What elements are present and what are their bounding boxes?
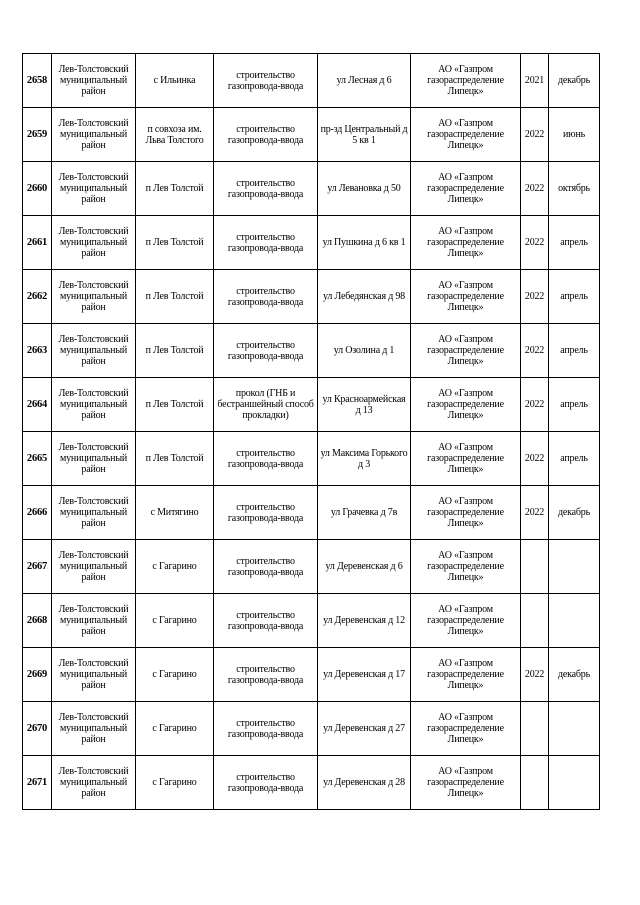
- month-cell: апрель: [549, 270, 600, 324]
- work-type-cell: строительство газопровода-ввода: [214, 432, 318, 486]
- work-type-cell: строительство газопровода-ввода: [214, 270, 318, 324]
- year-cell: 2022: [521, 216, 549, 270]
- district-cell: Лев-Толстовский муниципальный район: [52, 324, 136, 378]
- locality-cell: с Гагарино: [136, 594, 214, 648]
- locality-cell: п Лев Толстой: [136, 162, 214, 216]
- row-number: 2670: [23, 702, 52, 756]
- table-row: [23, 324, 600, 378]
- address-cell: ул Пушкина д 6 кв 1: [318, 216, 411, 270]
- locality-cell: с Гагарино: [136, 648, 214, 702]
- row-number: 2668: [23, 594, 52, 648]
- table-row: [23, 702, 600, 756]
- district-cell: Лев-Толстовский муниципальный район: [52, 756, 136, 810]
- organization-cell: АО «Газпром газораспределение Липецк»: [411, 756, 521, 810]
- year-cell: 2022: [521, 486, 549, 540]
- organization-cell: АО «Газпром газораспределение Липецк»: [411, 648, 521, 702]
- row-number: 2659: [23, 108, 52, 162]
- row-number: 2666: [23, 486, 52, 540]
- table-row: [23, 756, 600, 810]
- address-cell: ул Деревенская д 17: [318, 648, 411, 702]
- address-cell: ул Лебедянская д 98: [318, 270, 411, 324]
- year-cell: [521, 756, 549, 810]
- table-row: [23, 486, 600, 540]
- district-cell: Лев-Толстовский муниципальный район: [52, 270, 136, 324]
- row-number: 2664: [23, 378, 52, 432]
- table-row: [23, 540, 600, 594]
- month-cell: [549, 702, 600, 756]
- table-row: [23, 216, 600, 270]
- gas-works-table: [22, 53, 600, 810]
- work-type-cell: строительство газопровода-ввода: [214, 648, 318, 702]
- table-row: [23, 270, 600, 324]
- month-cell: апрель: [549, 216, 600, 270]
- row-number: 2665: [23, 432, 52, 486]
- month-cell: [549, 594, 600, 648]
- district-cell: Лев-Толстовский муниципальный район: [52, 648, 136, 702]
- work-type-cell: строительство газопровода-ввода: [214, 108, 318, 162]
- locality-cell: п Лев Толстой: [136, 432, 214, 486]
- year-cell: 2022: [521, 162, 549, 216]
- address-cell: ул Озолина д 1: [318, 324, 411, 378]
- table-row: [23, 162, 600, 216]
- work-type-cell: строительство газопровода-ввода: [214, 540, 318, 594]
- row-number: 2663: [23, 324, 52, 378]
- table-row: [23, 54, 600, 108]
- month-cell: июнь: [549, 108, 600, 162]
- year-cell: 2022: [521, 432, 549, 486]
- row-number: 2661: [23, 216, 52, 270]
- year-cell: 2022: [521, 378, 549, 432]
- year-cell: 2022: [521, 324, 549, 378]
- month-cell: апрель: [549, 432, 600, 486]
- locality-cell: с Ильинка: [136, 54, 214, 108]
- year-cell: 2022: [521, 270, 549, 324]
- organization-cell: АО «Газпром газораспределение Липецк»: [411, 108, 521, 162]
- address-cell: ул Левановка д 50: [318, 162, 411, 216]
- year-cell: [521, 540, 549, 594]
- work-type-cell: строительство газопровода-ввода: [214, 216, 318, 270]
- district-cell: Лев-Толстовский муниципальный район: [52, 216, 136, 270]
- organization-cell: АО «Газпром газораспределение Липецк»: [411, 702, 521, 756]
- address-cell: ул Деревенская д 6: [318, 540, 411, 594]
- year-cell: [521, 702, 549, 756]
- organization-cell: АО «Газпром газораспределение Липецк»: [411, 270, 521, 324]
- month-cell: декабрь: [549, 486, 600, 540]
- organization-cell: АО «Газпром газораспределение Липецк»: [411, 378, 521, 432]
- locality-cell: с Митягино: [136, 486, 214, 540]
- table-row: [23, 594, 600, 648]
- district-cell: Лев-Толстовский муниципальный район: [52, 108, 136, 162]
- organization-cell: АО «Газпром газораспределение Липецк»: [411, 432, 521, 486]
- year-cell: 2021: [521, 54, 549, 108]
- organization-cell: АО «Газпром газораспределение Липецк»: [411, 540, 521, 594]
- work-type-cell: строительство газопровода-ввода: [214, 486, 318, 540]
- row-number: 2658: [23, 54, 52, 108]
- row-number: 2667: [23, 540, 52, 594]
- work-type-cell: строительство газопровода-ввода: [214, 702, 318, 756]
- locality-cell: с Гагарино: [136, 756, 214, 810]
- locality-cell: п Лев Толстой: [136, 378, 214, 432]
- district-cell: Лев-Толстовский муниципальный район: [52, 162, 136, 216]
- district-cell: Лев-Толстовский муниципальный район: [52, 594, 136, 648]
- month-cell: апрель: [549, 324, 600, 378]
- organization-cell: АО «Газпром газораспределение Липецк»: [411, 54, 521, 108]
- table-row: [23, 108, 600, 162]
- month-cell: апрель: [549, 378, 600, 432]
- table-row: [23, 378, 600, 432]
- address-cell: ул Грачевка д 7в: [318, 486, 411, 540]
- work-type-cell: прокол (ГНБ и бестраншейный способ прокладки): [214, 378, 318, 432]
- month-cell: декабрь: [549, 648, 600, 702]
- organization-cell: АО «Газпром газораспределение Липецк»: [411, 486, 521, 540]
- month-cell: [549, 540, 600, 594]
- work-type-cell: строительство газопровода-ввода: [214, 594, 318, 648]
- locality-cell: с Гагарино: [136, 702, 214, 756]
- district-cell: Лев-Толстовский муниципальный район: [52, 432, 136, 486]
- district-cell: Лев-Толстовский муниципальный район: [52, 540, 136, 594]
- row-number: 2662: [23, 270, 52, 324]
- district-cell: Лев-Толстовский муниципальный район: [52, 486, 136, 540]
- locality-cell: с Гагарино: [136, 540, 214, 594]
- district-cell: Лев-Толстовский муниципальный район: [52, 54, 136, 108]
- organization-cell: АО «Газпром газораспределение Липецк»: [411, 162, 521, 216]
- address-cell: ул Деревенская д 28: [318, 756, 411, 810]
- address-cell: пр-зд Центральный д 5 кв 1: [318, 108, 411, 162]
- table-row: [23, 432, 600, 486]
- year-cell: 2022: [521, 108, 549, 162]
- address-cell: ул Лесная д 6: [318, 54, 411, 108]
- row-number: 2669: [23, 648, 52, 702]
- month-cell: [549, 756, 600, 810]
- address-cell: ул Красноармейская д 13: [318, 378, 411, 432]
- organization-cell: АО «Газпром газораспределение Липецк»: [411, 216, 521, 270]
- organization-cell: АО «Газпром газораспределение Липецк»: [411, 324, 521, 378]
- address-cell: ул Деревенская д 12: [318, 594, 411, 648]
- month-cell: декабрь: [549, 54, 600, 108]
- address-cell: ул Деревенская д 27: [318, 702, 411, 756]
- locality-cell: п совхоза им. Льва Толстого: [136, 108, 214, 162]
- work-type-cell: строительство газопровода-ввода: [214, 162, 318, 216]
- work-type-cell: строительство газопровода-ввода: [214, 54, 318, 108]
- table-body: [23, 54, 600, 810]
- work-type-cell: строительство газопровода-ввода: [214, 324, 318, 378]
- work-type-cell: строительство газопровода-ввода: [214, 756, 318, 810]
- locality-cell: п Лев Толстой: [136, 216, 214, 270]
- locality-cell: п Лев Толстой: [136, 270, 214, 324]
- organization-cell: АО «Газпром газораспределение Липецк»: [411, 594, 521, 648]
- year-cell: 2022: [521, 648, 549, 702]
- district-cell: Лев-Толстовский муниципальный район: [52, 702, 136, 756]
- district-cell: Лев-Толстовский муниципальный район: [52, 378, 136, 432]
- table-row: [23, 648, 600, 702]
- row-number: 2660: [23, 162, 52, 216]
- month-cell: октябрь: [549, 162, 600, 216]
- locality-cell: п Лев Толстой: [136, 324, 214, 378]
- address-cell: ул Максима Горького д 3: [318, 432, 411, 486]
- row-number: 2671: [23, 756, 52, 810]
- year-cell: [521, 594, 549, 648]
